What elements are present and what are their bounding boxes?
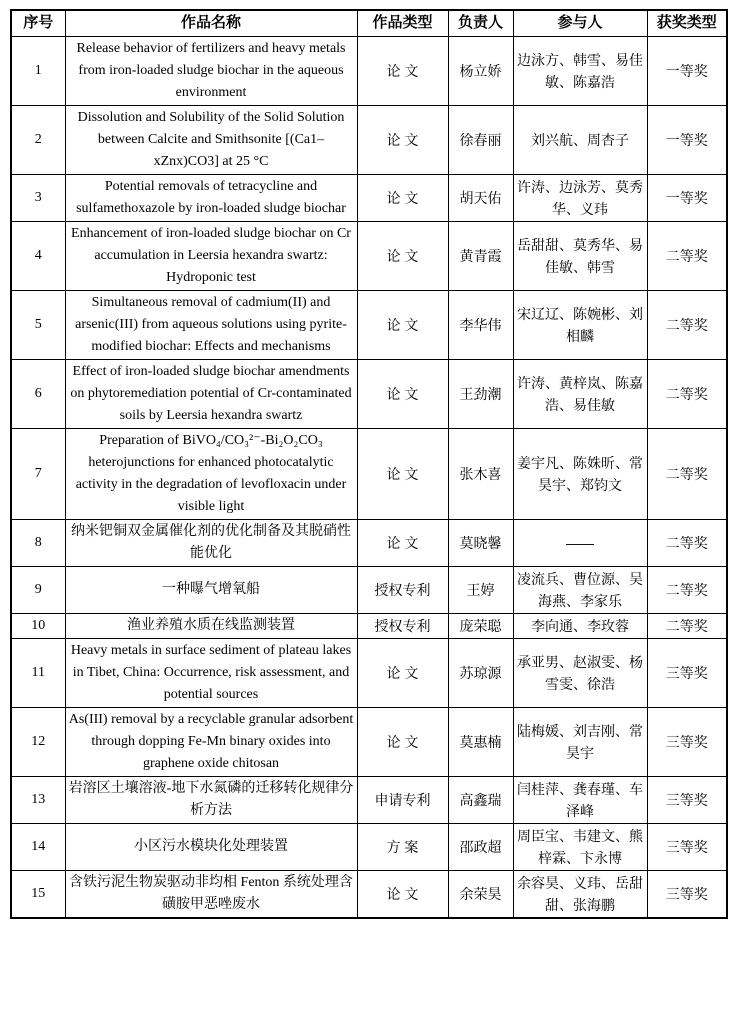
- row-index-cell: 15: [11, 870, 65, 918]
- row-index-cell: 8: [11, 519, 65, 566]
- work-type-cell: 论 文: [357, 105, 448, 174]
- row-index-cell: 13: [11, 776, 65, 823]
- participants-cell: 许涛、边泳芳、莫秀华、义玮: [513, 174, 647, 221]
- work-type-cell: 方 案: [357, 823, 448, 870]
- leader-cell: 王劲潮: [448, 359, 513, 428]
- column-header-award: 获奖类型: [647, 10, 727, 36]
- column-header-type: 作品类型: [357, 10, 448, 36]
- leader-cell: 余荣昊: [448, 870, 513, 918]
- row-index-cell: 14: [11, 823, 65, 870]
- leader-cell: 高鑫瑞: [448, 776, 513, 823]
- column-header-participants: 参与人: [513, 10, 647, 36]
- table-row: [11, 428, 727, 519]
- leader-cell: 黄青霞: [448, 221, 513, 290]
- row-index-cell: 9: [11, 566, 65, 613]
- work-type-cell: 申请专利: [357, 776, 448, 823]
- work-type-cell: 论 文: [357, 221, 448, 290]
- participants-cell: 陆梅媛、刘吉刚、常昊宇: [513, 707, 647, 776]
- award-type-cell: 一等奖: [647, 36, 727, 105]
- work-title-cell: 小区污水模块化处理装置: [65, 823, 357, 870]
- participants-cell: ——: [513, 519, 647, 566]
- work-title-cell: 渔业养殖水质在线监测装置: [65, 613, 357, 638]
- leader-cell: 杨立娇: [448, 36, 513, 105]
- work-title-cell: Release behavior of fertilizers and heavy metals from iron-loaded sludge biochar in the aqueous environment: [65, 36, 357, 105]
- row-index-cell: 6: [11, 359, 65, 428]
- table-row: [11, 221, 727, 290]
- award-type-cell: 二等奖: [647, 359, 727, 428]
- work-type-cell: 授权专利: [357, 613, 448, 638]
- row-index-cell: 5: [11, 290, 65, 359]
- work-type-cell: 论 文: [357, 707, 448, 776]
- participants-cell: 姜宇凡、陈姝昕、常昊宇、郑钧文: [513, 428, 647, 519]
- award-type-cell: 三等奖: [647, 823, 727, 870]
- row-index-cell: 12: [11, 707, 65, 776]
- participants-cell: 闫桂萍、龚春瑾、车泽峰: [513, 776, 647, 823]
- row-index-cell: 2: [11, 105, 65, 174]
- row-index-cell: 11: [11, 638, 65, 707]
- work-type-cell: 授权专利: [357, 566, 448, 613]
- row-index-cell: 4: [11, 221, 65, 290]
- row-index-cell: 10: [11, 613, 65, 638]
- award-type-cell: 三等奖: [647, 776, 727, 823]
- table-row: [11, 174, 727, 221]
- work-title-cell: 一种曝气增氧船: [65, 566, 357, 613]
- award-type-cell: 二等奖: [647, 519, 727, 566]
- table-row: [11, 36, 727, 105]
- table-row: [11, 870, 727, 918]
- award-type-cell: 二等奖: [647, 221, 727, 290]
- table-row: [11, 290, 727, 359]
- work-title-cell: Effect of iron-loaded sludge biochar amendments on phytoremediation potential of Cr-contaminated soils by Leersia hexandra swartz: [65, 359, 357, 428]
- leader-cell: 王婷: [448, 566, 513, 613]
- award-type-cell: 三等奖: [647, 870, 727, 918]
- participants-cell: 凌流兵、曹位源、吴海燕、李家乐: [513, 566, 647, 613]
- work-type-cell: 论 文: [357, 428, 448, 519]
- row-index-cell: 3: [11, 174, 65, 221]
- work-title-cell: 岩溶区土壤溶液-地下水氮磷的迁移转化规律分析方法: [65, 776, 357, 823]
- work-title-cell: 纳米钯铜双金属催化剂的优化制备及其脱硝性能优化: [65, 519, 357, 566]
- header-row: [11, 10, 727, 36]
- award-type-cell: 二等奖: [647, 290, 727, 359]
- work-type-cell: 论 文: [357, 359, 448, 428]
- work-title-cell: Potential removals of tetracycline and sulfamethoxazole by iron-loaded sludge biochar: [65, 174, 357, 221]
- work-title-cell: Dissolution and Solubility of the Solid Solution between Calcite and Smithsonite [(Ca1–xZnx)CO3] at 25 °C: [65, 105, 357, 174]
- participants-cell: 边泳方、韩雪、易佳敏、陈嘉浩: [513, 36, 647, 105]
- table-row: [11, 105, 727, 174]
- leader-cell: 胡天佑: [448, 174, 513, 221]
- table-row: [11, 823, 727, 870]
- work-title-cell: Preparation of BiVO₄/CO₃²⁻-Bi₂O₂CO₃ heterojunctions for enhanced photocatalytic activity in the degradation of levofloxacin under visible light: [65, 428, 357, 519]
- award-type-cell: 三等奖: [647, 638, 727, 707]
- row-index-cell: 1: [11, 36, 65, 105]
- work-type-cell: 论 文: [357, 519, 448, 566]
- participants-cell: 宋辽辽、陈婉彬、刘相麟: [513, 290, 647, 359]
- award-type-cell: 三等奖: [647, 707, 727, 776]
- participants-cell: 刘兴航、周杏子: [513, 105, 647, 174]
- leader-cell: 莫惠楠: [448, 707, 513, 776]
- leader-cell: 莫晓馨: [448, 519, 513, 566]
- table-row: [11, 566, 727, 613]
- award-type-cell: 二等奖: [647, 613, 727, 638]
- participants-cell: 许涛、黄梓岚、陈嘉浩、易佳敏: [513, 359, 647, 428]
- work-type-cell: 论 文: [357, 870, 448, 918]
- awards-table: [10, 9, 728, 919]
- leader-cell: 苏琼源: [448, 638, 513, 707]
- work-type-cell: 论 文: [357, 174, 448, 221]
- work-title-cell: 含铁污泥生物炭驱动非均相 Fenton 系统处理含磺胺甲恶唑废水: [65, 870, 357, 918]
- leader-cell: 庞荣聪: [448, 613, 513, 638]
- work-type-cell: 论 文: [357, 638, 448, 707]
- participants-cell: 余容昊、义玮、岳甜甜、张海鹏: [513, 870, 647, 918]
- column-header-leader: 负责人: [448, 10, 513, 36]
- leader-cell: 李华伟: [448, 290, 513, 359]
- participants-cell: 周臣宝、韦建文、熊梓霖、卞永博: [513, 823, 647, 870]
- table-row: [11, 707, 727, 776]
- work-type-cell: 论 文: [357, 290, 448, 359]
- table-row: [11, 613, 727, 638]
- table-row: [11, 519, 727, 566]
- leader-cell: 张木喜: [448, 428, 513, 519]
- award-type-cell: 二等奖: [647, 428, 727, 519]
- work-title-cell: Simultaneous removal of cadmium(II) and arsenic(III) from aqueous solutions using pyrite-modified biochar: Effects and mechanisms: [65, 290, 357, 359]
- work-type-cell: 论 文: [357, 36, 448, 105]
- row-index-cell: 7: [11, 428, 65, 519]
- table-row: [11, 776, 727, 823]
- leader-cell: 徐春丽: [448, 105, 513, 174]
- participants-cell: 李向通、李玫蓉: [513, 613, 647, 638]
- work-title-cell: As(III) removal by a recyclable granular adsorbent through dopping Fe-Mn binary oxides into graphene oxide chitosan: [65, 707, 357, 776]
- participants-cell: 岳甜甜、莫秀华、易佳敏、韩雪: [513, 221, 647, 290]
- award-type-cell: 一等奖: [647, 174, 727, 221]
- participants-cell: 承亚男、赵淑雯、杨雪雯、徐浩: [513, 638, 647, 707]
- award-type-cell: 二等奖: [647, 566, 727, 613]
- column-header-index: 序号: [11, 10, 65, 36]
- work-title-cell: Heavy metals in surface sediment of plateau lakes in Tibet, China: Occurrence, risk assessment, and potential sources: [65, 638, 357, 707]
- award-type-cell: 一等奖: [647, 105, 727, 174]
- column-header-title: 作品名称: [65, 10, 357, 36]
- table-row: [11, 359, 727, 428]
- leader-cell: 邵政超: [448, 823, 513, 870]
- table-row: [11, 638, 727, 707]
- work-title-cell: Enhancement of iron-loaded sludge biochar on Cr accumulation in Leersia hexandra swartz: Hydroponic test: [65, 221, 357, 290]
